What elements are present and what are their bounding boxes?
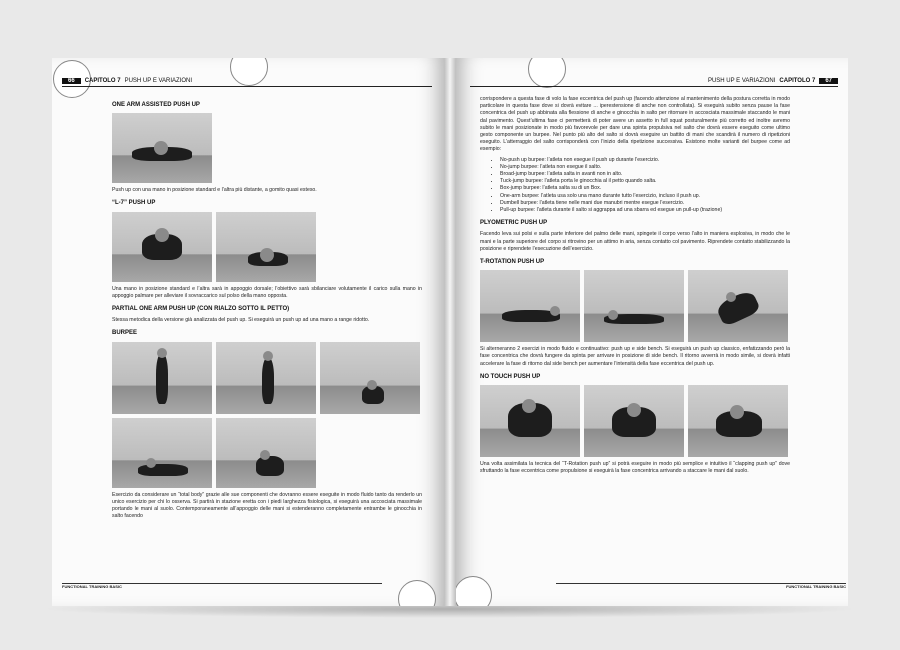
section-text: Push up con una mano in posizione standard e l’altra più distante, a gomito quasi esteso.: [112, 187, 317, 194]
left-page: [52, 58, 444, 606]
list-item: • Tuck-jump burpee: l’atleta porta le ginocchia al il petto quando salta.: [500, 178, 790, 185]
book-spine: [444, 58, 456, 606]
binder-circle: [456, 576, 492, 606]
list-item: • Box-jump burpee: l’atleta salta su di un Box.: [500, 185, 790, 192]
right-page-content: [480, 96, 790, 478]
left-page-content: [112, 96, 422, 523]
chapter-label: CAPITOLO 7: [779, 78, 816, 84]
section-title: NO TOUCH PUSH UP: [480, 373, 541, 380]
section-text: Facendo leva sui polsi e sulla parte inferiore del palmo delle mani, spingete il corpo verso l’alto in maniera esplosiva, in modo che le mani e la parte superiore del corpo si ritrovino per un attimo in aria, senza contatto col pavimento. Riprendete contatto stabilizzando la posizione e riprendete l’esecuzione dell’esercizio.: [480, 231, 790, 252]
exercise-photo: [216, 418, 316, 488]
right-page-footer: FUNCTIONAL TRAINING BASIC: [556, 583, 846, 590]
right-page: [456, 58, 848, 606]
page-number: 67: [819, 78, 838, 84]
open-book: [52, 58, 848, 606]
exercise-photo: [584, 385, 684, 457]
chapter-title: PUSH UP E VARIAZIONI: [707, 78, 776, 84]
chapter-label: CAPITOLO 7: [84, 78, 121, 84]
exercise-photo: [216, 212, 316, 282]
exercise-photo: [112, 342, 212, 414]
exercise-photo: [112, 418, 212, 488]
exercise-photo: [320, 342, 420, 414]
section-text: Stessa metodica della versione già analizzata del push up. Si eseguirà un push up ad una mano a range ridotto.: [112, 317, 370, 324]
exercise-photo: [688, 385, 788, 457]
intro-text: corrispondere a questa fase di volo la fase eccentrica del push up (facendo attenzione al mantenimento della postura corretta in modo particolare in questa fase dove si dovrà evitare ... iperestensione di anche non controllata). Si eseguirà subito senza pause la fase concentrica del push up abbinata alla flessione di anche e ginocchia in salto per ritornare in accosciata massimale staccando le mani dal pavimento. Quest’ultima fase ci permetterà di poter avere un assetto in full squat posturalmente più corretto ed inoltre avremo subito le mani posizionate in modo più favorevole per dare una spinta propulsiva nel salto che dovrà essere eseguito come ultimo gesto componente un burpee. Nel punto più alto del salto si dovrà eseguire un battito di mani che scandirà il numero di ripetizioni eseguito. L’atterraggio del salto corrisponderà con l’inizio della ripetizione successiva. Esistono molte varianti del burpee come ad esempio:: [480, 96, 790, 153]
left-page-footer: FUNCTIONAL TRAINING BASIC: [62, 583, 382, 590]
exercise-photo: [688, 270, 788, 342]
list-item: • Pull-up burpee: l’atleta durante il salto si aggrappa ad una sbarra ed esegue un pull-up (trazione): [500, 207, 790, 214]
list-item: • Broad-jump burpee: l’atleta salta in avanti non in alto.: [500, 171, 790, 178]
exercise-photo: [480, 270, 580, 342]
section-text: Una volta assimilata la tecnica del “T-Rotation push up” si potrà eseguire in modo più semplice e intuitivo il “clapping push up” dove sfruttando la fase eccentrica come propulsione si eseguirà la fase concentrica arrivando a staccare le mani dal suolo.: [480, 461, 790, 475]
page-number: 66: [62, 78, 81, 84]
exercise-photo: [216, 342, 316, 414]
section-text: Esercizio da considerare un “total body” grazie alle sue componenti che dovranno essere eseguite in modo fluido tanto da renderlo un unico esercizio per chi lo osserva. Si partirà in stazione eretta con i piedi larghezza fisiologica, si eseguirà una accosciata massimale portando le mani al suolo. Contemporaneamente all’appoggio delle mani si estenderanno completamente entrambe le ginocchia in salto facendo: [112, 491, 422, 520]
exercise-photo: [112, 113, 212, 183]
section-title: ONE ARM ASSISTED PUSH UP: [112, 102, 200, 108]
section-title: “L-7” PUSH UP: [112, 200, 156, 207]
section-title: PLYOMETRIC PUSH UP: [480, 220, 548, 227]
list-item: • One-arm burpee: l’atleta usa solo una mano durante tutto l’esercizio, incluso il push up.: [500, 193, 790, 200]
section-text: Si alterneranno 2 esercizi in modo fluido e continuativo: push up e side bench. Si eseguirà un push up classico, enfatizzando però la fase concentrica che dovrà fungere da spinta per arrivare in posizione di side bench. Il ritorno avverrà in modo simile, si dovrà infatti accelerare la fase di ritorno dal side bench per aumentare l’intensità della fase eccentrica del push up.: [480, 346, 790, 367]
list-item: • No-jump burpee: l’atleta non esegue il salto.: [500, 164, 790, 171]
list-item: • No-push up burpee: l’atleta non esegue il push up durante l’esercizio.: [500, 157, 790, 164]
section-title: T-ROTATION PUSH UP: [480, 259, 545, 266]
exercise-photo: [112, 212, 212, 282]
variants-list: [480, 157, 790, 215]
exercise-photo: [584, 270, 684, 342]
right-page-header: [470, 76, 838, 87]
section-title: BURPEE: [112, 330, 138, 337]
binder-circle: [398, 580, 436, 606]
exercise-photo: [480, 385, 580, 457]
section-title: PARTIAL ONE ARM PUSH UP (CON RIALZO SOTTO IL PETTO): [112, 306, 290, 313]
chapter-title: PUSH UP E VARIAZIONI: [124, 78, 193, 84]
list-item: • Dumbell burpee: l’atleta tiene nelle mani due manubri mentre esegue l’esercizio.: [500, 200, 790, 207]
section-text: Una mano in posizione standard e l’altra sarà in appoggio dorsale; l’obiettivo sarà sbilanciare volutamente il carico sulla mano in appoggio palmare per alleviare il sovraccarico sul polso della mano opposta.: [112, 285, 422, 299]
